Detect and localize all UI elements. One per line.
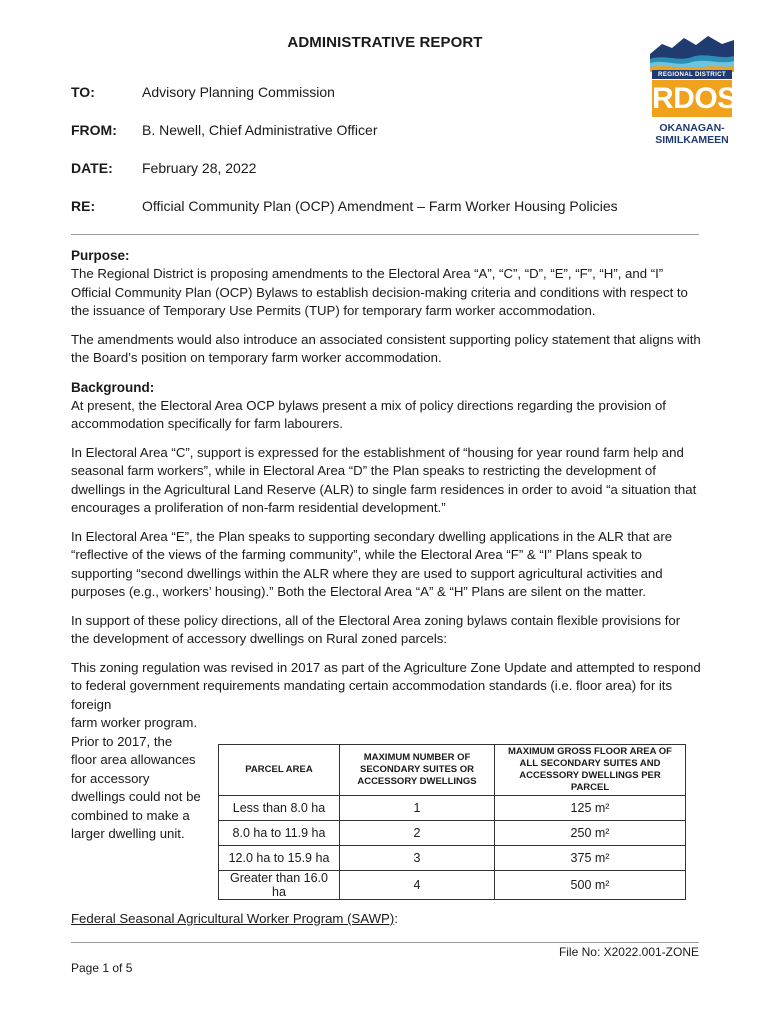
table-header-max-suites: MAXIMUM NUMBER OF SECONDARY SUITES OR ACCESSORY DWELLINGS (340, 745, 495, 796)
background-paragraph-2: In Electoral Area “C”, support is expressed for the establishment of “housing for year round farm help and seasonal farm workers”, while in Electoral Area “D” the Plan speaks to restricting the development of dwellings in the Agricultural Land Reserve (ALR) to single farm residences in order to avoid “a situation that encourages a proliferation of non-farm residential development.” (71, 444, 697, 515)
table-row (219, 821, 686, 846)
logo-subtitle-line2: SIMILKAMEEN (655, 134, 729, 146)
page-number: Page 1 of 5 (71, 961, 133, 975)
header-divider (71, 234, 699, 235)
table-header-max-floor-area: MAXIMUM GROSS FLOOR AREA OF ALL SECONDARY SUITES AND ACCESSORY DWELLINGS PER PARCEL (495, 745, 686, 796)
background-heading: Background: (71, 379, 155, 395)
memo-to-label: TO: (71, 84, 95, 100)
table-cell: 3 (340, 846, 495, 871)
logo-subtitle-line1: OKANAGAN- (659, 122, 725, 134)
sawp-heading-colon: : (394, 911, 398, 926)
table-cell: 375 m² (495, 846, 686, 871)
memo-re-label: RE: (71, 198, 96, 214)
table-cell: Less than 8.0 ha (219, 796, 340, 821)
table-row (219, 871, 686, 900)
purpose-heading: Purpose: (71, 248, 130, 263)
table-cell: 125 m² (495, 796, 686, 821)
page-title: ADMINISTRATIVE REPORT (287, 34, 483, 51)
sawp-section-heading (71, 911, 398, 926)
background-paragraph-5: This zoning regulation was revised in 2017 as part of the Agriculture Zone Update and attempted to respond to federal government requirements mandating certain accommodation standards (i.e. floor area) for its foreign (71, 659, 701, 712)
table-header-row (219, 745, 686, 796)
logo-banner: REGIONAL DISTRICT (652, 70, 732, 79)
memo-from-value: B. Newell, Chief Administrative Officer (142, 122, 378, 138)
mountain-logo-icon (650, 32, 734, 72)
table-header-parcel-area: PARCEL AREA (219, 745, 340, 796)
sawp-heading-text: Federal Seasonal Agricultural Worker Program (SAWP) (71, 911, 395, 926)
table-cell: 1 (340, 796, 495, 821)
purpose-paragraph-1: The Regional District is proposing amendments to the Electoral Area “A”, “C”, “D”, “E”, “F”, “H”, and “I” Official Community Plan (OCP) Bylaws to establish decision-making criteria and conditions with respect to the issuance of Temporary Use Permits (TUP) for temporary farm worker accommodation. (71, 266, 688, 318)
rdos-logo (646, 32, 738, 154)
table-cell: Greater than 16.0 ha (219, 871, 340, 900)
parcel-area-table (218, 744, 686, 900)
footer-divider (71, 942, 699, 943)
table-cell: 2 (340, 821, 495, 846)
memo-date-value: February 28, 2022 (142, 160, 257, 176)
table-cell: 250 m² (495, 821, 686, 846)
table-cell: 8.0 ha to 11.9 ha (219, 821, 340, 846)
memo-from-label: FROM: (71, 122, 117, 138)
memo-re-value: Official Community Plan (OCP) Amendment – Farm Worker Housing Policies (142, 198, 618, 214)
logo-acronym: RDOS (652, 82, 737, 115)
background-paragraph-3: In Electoral Area “E”, the Plan speaks to supporting secondary dwelling applications in the ALR that are “reflective of the views of the farming community”, while the Electoral Area “F” & “I” Plans speak to supporting “second dwellings within the ALR where they are used to support agricultural activities and purposes (e.g., workers’ housing).” Both the Electoral Area “A” & “H” Plans are silent on the matter. (71, 528, 673, 599)
background-paragraph-5-wrap: farm worker program. Prior to 2017, the floor area allowances for accessory dwellings could not be combined to make a larger dwelling unit. (71, 715, 201, 841)
memo-date-label: DATE: (71, 160, 113, 176)
table-cell: 500 m² (495, 871, 686, 900)
table-cell: 4 (340, 871, 495, 900)
background-paragraph-4: In support of these policy directions, all of the Electoral Area zoning bylaws contain flexible provisions for the development of accessory dwellings on Rural zoned parcels: (71, 612, 681, 646)
memo-to-value: Advisory Planning Commission (142, 84, 335, 100)
table-row (219, 846, 686, 871)
table-row (219, 796, 686, 821)
table-cell: 12.0 ha to 15.9 ha (219, 846, 340, 871)
logo-subtitle (646, 122, 738, 146)
file-number: File No: X2022.001-ZONE (558, 945, 699, 959)
purpose-paragraph-2: The amendments would also introduce an associated consistent supporting policy statement that aligns with the Board’s position on temporary farm worker accommodation. (71, 331, 701, 365)
background-paragraph-1: At present, the Electoral Area OCP bylaws present a mix of policy directions regarding the provision of accommodation specifically for farm labourers. (71, 397, 666, 431)
